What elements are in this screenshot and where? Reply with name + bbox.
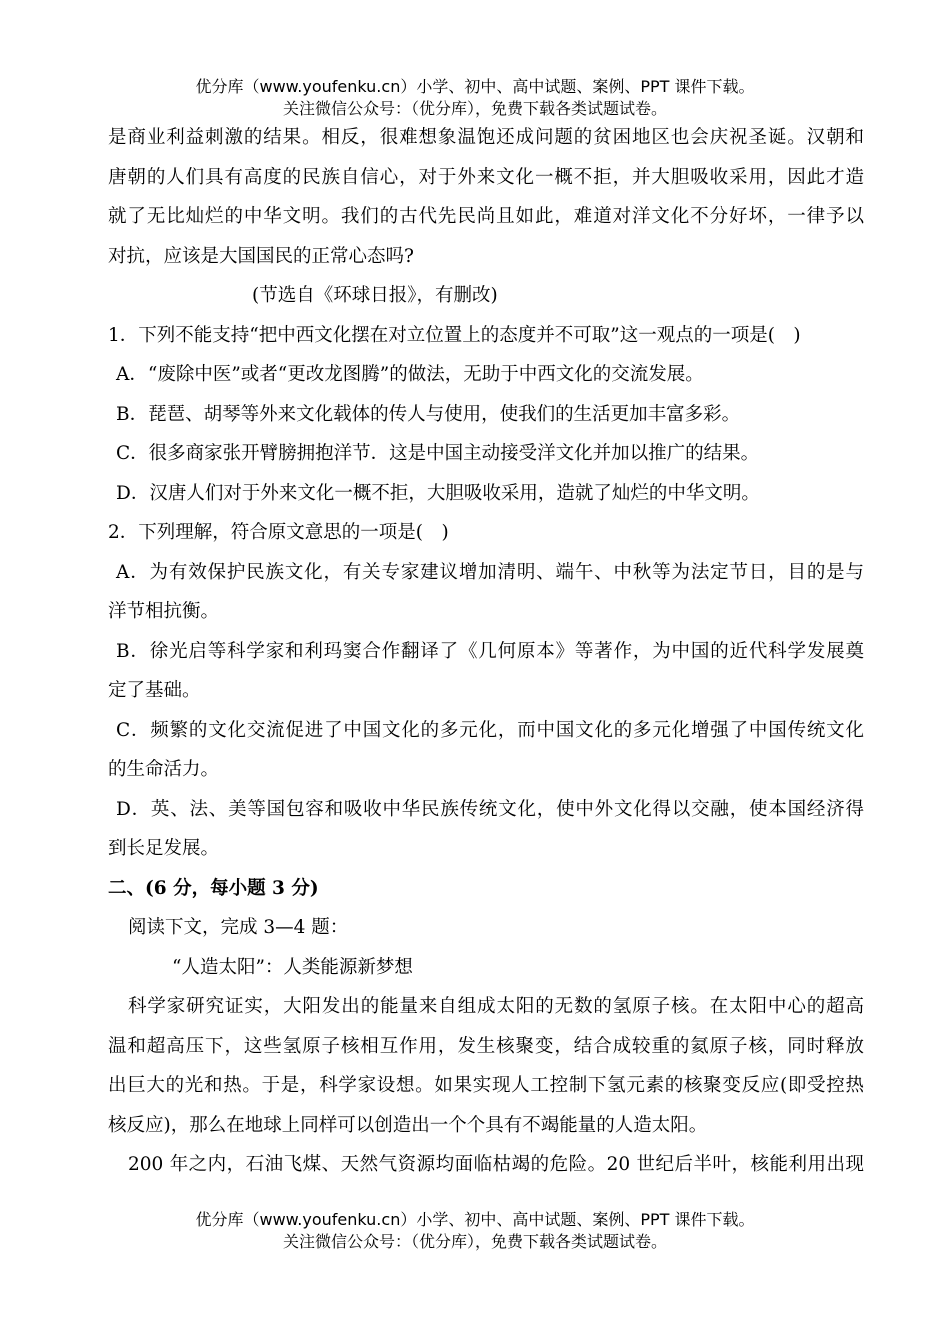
question-2-option-d-cont: 到长足发展。 <box>108 838 220 859</box>
section-2-heading: 二、(6 分，每小题 3 分) <box>108 877 319 899</box>
question-2-option-c: C．频繁的文化交流促进了中国文化的多元化，而中国文化的多元化增强了中国传统文化 <box>116 719 864 741</box>
passage-line: 对抗，应该是大国国民的正常心态吗? <box>108 245 414 267</box>
question-1-option-b: B．琵琶、胡琴等外来文化载体的传人与使用，使我们的生活更加丰富多彩。 <box>116 403 741 425</box>
article-paragraph-line: 温和超高压下，这些氢原子核相互作用，发生核聚变，结合成较重的氦原子核，同时释放 <box>108 1035 864 1057</box>
question-1-option-a: A．“废除中医”或者“更改龙图腾”的做法，无助于中西文化的交流发展。 <box>116 364 704 385</box>
article-paragraph-line: 核反应)，那么在地球上同样可以创造出一个个具有不竭能量的人造太阳。 <box>108 1114 708 1136</box>
passage-line: 唐朝的人们具有高度的民族自信心，对于外来文化一概不拒，并大胆吸收采用，因此才造 <box>108 166 864 188</box>
page-footer <box>0 1209 950 1253</box>
article-paragraph-line: 科学家研究证实，大阳发出的能量来自组成太阳的无数的氢原子核。在太阳中心的超高 <box>128 996 864 1017</box>
article-paragraph-line: 200 年之内，石油飞煤、天然气资源均面临枯竭的危险。20 世纪后半叶，核能利用出现 <box>128 1154 864 1175</box>
question-2-option-a-cont: 洋节相抗衡。 <box>108 601 220 622</box>
question-2-option-c-cont: 的生命活力。 <box>108 759 220 780</box>
question-2-stem: 2．下列理解，符合原文意思的一项是( ) <box>108 522 449 543</box>
question-1-option-d: D．汉唐人们对于外来文化一概不拒，大胆吸收采用，造就了灿烂的中华文明。 <box>116 482 760 504</box>
page-header <box>0 76 950 120</box>
question-1-option-c: C．很多商家张开臂膀拥抱洋节．这是中国主动接受洋文化并加以推广的结果。 <box>116 443 760 464</box>
passage-line: 就了无比灿烂的中华文明。我们的古代先民尚且如此，难道对洋文化不分好坏，一律予以 <box>108 206 864 227</box>
article-title: “人造太阳”：人类能源新梦想 <box>172 956 413 978</box>
document-body <box>108 118 864 1185</box>
article-paragraph-line: 出巨大的光和热。于是，科学家设想。如果实现人工控制下氢元素的核聚变反应(即受控热 <box>108 1075 864 1096</box>
question-2-option-b: B．徐光启等科学家和利玛窦合作翻译了《几何原本》等著作，为中国的近代科学发展奠 <box>116 640 864 662</box>
passage-line: 是商业利益刺激的结果。相反，很难想象温饱还成问题的贫困地区也会庆祝圣诞。汉朝和 <box>108 127 864 148</box>
footer-line-2: 关注微信公众号：（优分库），免费下载各类试题试卷。 <box>282 1232 667 1251</box>
footer-line-1: 优分库（www.youfenku.cn）小学、初中、高中试题、案例、PPT 课件下载。 <box>195 1210 755 1229</box>
header-line-1: 优分库（www.youfenku.cn）小学、初中、高中试题、案例、PPT 课件下载。 <box>195 77 755 96</box>
section-2-instruction: 阅读下文，完成 3—4 题： <box>128 917 349 938</box>
header-line-2: 关注微信公众号：（优分库），免费下载各类试题试卷。 <box>282 99 667 118</box>
passage-source: (节选自《环球日报》，有删改) <box>252 285 498 306</box>
question-2-option-a: A．为有效保护民族文化，有关专家建议增加清明、端午、中秋等为法定节日，目的是与 <box>116 561 864 583</box>
question-1-stem: 1．下列不能支持“把中西文化摆在对立位置上的态度并不可取”这一观点的一项是( ) <box>108 324 801 346</box>
question-2-option-b-cont: 定了基础。 <box>108 680 201 701</box>
question-2-option-d: D．英、法、美等国包容和吸收中华民族传统文化，使中外文化得以交融，使本国经济得 <box>116 798 864 820</box>
